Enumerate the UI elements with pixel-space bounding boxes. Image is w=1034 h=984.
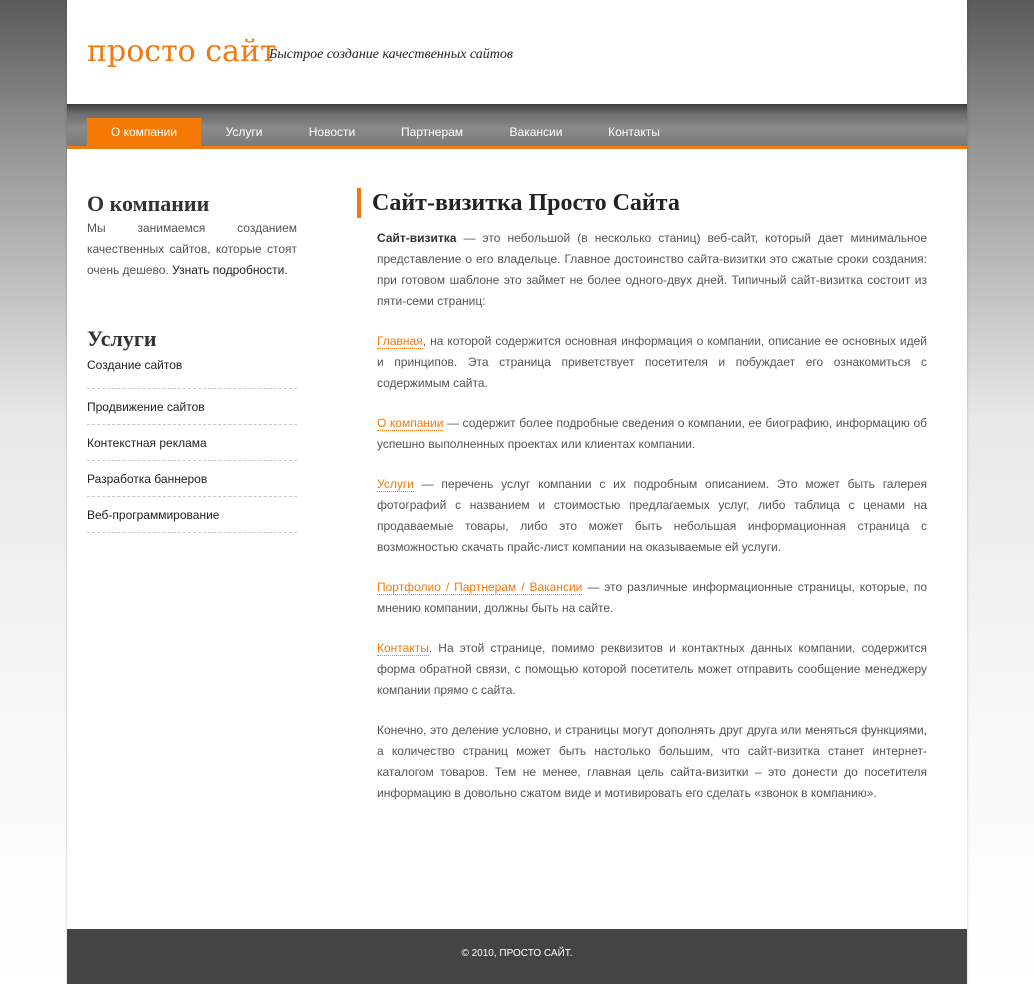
paragraph-text: — это небольшой (в несколько станиц) веб-сайт, который дает минимальное представление о его владельце. Главное достоинство сайта-визитки это сжатые сроки создания: при готовом шаблоне это займет не более одного-двух дней. Типичный сайт-визитка состоит из пяти-семи страниц: [377,231,927,308]
main-content [357,188,927,823]
nav-item-contacts[interactable]: Контакты [608,125,660,139]
article-paragraph [377,331,927,394]
site-slogan: Быстрое создание качественных сайтов [269,47,513,62]
paragraph-text: . На этой странице, помимо реквизитов и контактных данных компании, содержится форма обратной связи, с помощью которой посетитель может отправить сообщение менеджеру компании прямо с сайта. [377,641,927,697]
about-text: Мы занимаемся созданием качественных сайтов, которые стоят очень дешево. [87,221,297,277]
paragraph-text: , на которой содержится основная информация о компании, описание ее основных идей и принципов. Эта страница приветствует посетителя и побуждает его ознакомиться с содержимым сайта. [377,334,927,390]
article-paragraph [377,413,927,455]
article-paragraph [377,577,927,619]
about-more-link[interactable]: Узнать подробности. [172,263,288,277]
link-about[interactable]: О компании [377,416,444,430]
paragraph-text: — перечень услуг компании с их подробным описанием. Это может быть галерея фотографий с названием и стоимостью предлагаемых услуг, либо таблица с ценами на продаваемые товары, либо это может быть небольшая информационная страница с возможностью скачать прайс-лист компании на оказываемые ей услуги. [377,477,927,554]
nav-item-services[interactable]: Услуги [225,125,263,139]
paragraph-text: — содержит более подробные сведения о компании, ее биографию, информацию об успешно выполненных проектах или клиентах компании. [377,416,927,451]
sidebar [87,190,297,533]
sidebar-about-text [87,218,297,281]
link-services[interactable]: Услуги [377,477,414,491]
nav-item-about[interactable]: О компании [87,118,201,146]
sidebar-about-title: О компании [87,191,210,216]
paragraph-text: — это различные информационные страницы, которые, по мнению компании, должны быть на сайте. [377,580,927,615]
article-paragraph [377,638,927,701]
article-paragraph: Конечно, это деление условно, и страницы могут дополнять друг друга или меняться функциями, а количество страниц может быть настолько большим, что сайт-визитка станет интернет-каталогом товаров. Тем не менее, главная цель сайта-визитки – это донести до посетителя информацию в довольно сжатом виде и мотивировать его сделать «звонок в компанию». [377,723,927,800]
service-item-sites[interactable]: Создание сайтов [87,353,297,389]
article-body [377,228,927,804]
service-item-ads[interactable]: Контекстная реклама [87,425,297,461]
nav-item-vacancies[interactable]: Вакансии [509,125,563,139]
footer [67,929,967,984]
page-title: Сайт-визитка Просто Сайта [357,188,927,218]
page-container [67,0,967,984]
nav-item-partners[interactable]: Партнерам [400,125,464,139]
link-contacts[interactable]: Контакты [377,641,429,655]
term-bold: Сайт-визитка [377,231,457,245]
article-paragraph [377,474,927,558]
site-logo[interactable]: просто сайт [87,34,277,69]
service-item-banners[interactable]: Разработка баннеров [87,461,297,497]
main-nav [67,104,967,149]
sidebar-services-title: Услуги [87,326,157,351]
link-home[interactable]: Главная [377,334,423,348]
services-list [87,353,297,533]
service-item-promotion[interactable]: Продвижение сайтов [87,389,297,425]
nav-item-news[interactable]: Новости [308,125,356,139]
article-paragraph [377,228,927,312]
header [67,0,967,104]
link-portfolio[interactable]: Портфолио / Партнерам / Вакансии [377,580,583,594]
service-item-programming[interactable]: Веб-программирование [87,497,297,533]
footer-copyright: © 2010, ПРОСТО САЙТ. [461,948,573,959]
